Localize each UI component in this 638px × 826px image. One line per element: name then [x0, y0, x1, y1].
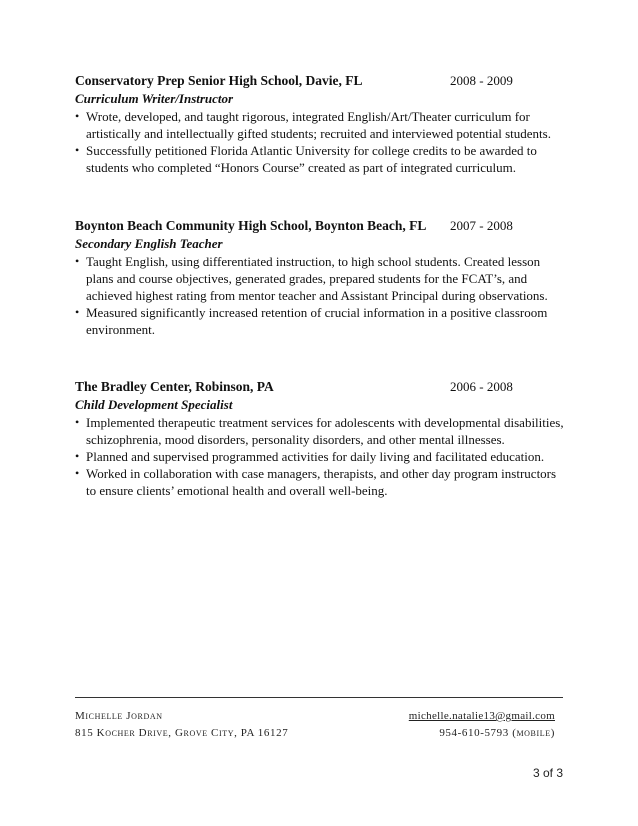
bullet-icon: • [75, 466, 80, 480]
job-bullets [75, 414, 565, 499]
bullet-icon: • [75, 449, 80, 463]
bullet-text: Wrote, developed, and taught rigorous, integrated English/Art/Theater curriculum for artistically and intellectually gifted students; recruited and interviewed potential students. [86, 109, 551, 141]
bullet-icon: • [75, 109, 80, 123]
footer-email-link[interactable]: michelle.natalie13@gmail.com [408, 710, 555, 722]
bullet-icon: • [75, 143, 80, 157]
job-bullets [75, 253, 565, 338]
job-organization: Conservatory Prep Senior High School, Davie, FL [75, 73, 363, 88]
job-dates: 2006 - 2008 [450, 379, 513, 394]
bullet-item [75, 465, 565, 499]
page-number: 3 of 3 [532, 766, 563, 780]
bullet-icon: • [75, 415, 80, 429]
footer-line-1 [75, 710, 555, 722]
bullet-text: Planned and supervised programmed activities for daily living and facilitated education. [86, 449, 545, 464]
job-title: Child Development Specialist [75, 397, 233, 412]
job-dates: 2008 - 2009 [450, 73, 513, 88]
bullet-icon: • [75, 305, 80, 319]
job-organization: Boynton Beach Community High School, Boynton Beach, FL [75, 218, 427, 233]
bullet-icon: • [75, 254, 80, 268]
job-bullets [75, 108, 565, 176]
job-entry [75, 378, 565, 499]
footer-phone: 954-610-5793 (mobile) [439, 727, 555, 739]
bullet-item [75, 448, 565, 465]
job-title: Curriculum Writer/Instructor [75, 91, 234, 106]
bullet-item [75, 414, 565, 448]
footer-name: Michelle Jordan [75, 710, 163, 722]
bullet-item [75, 142, 565, 176]
footer-divider [75, 697, 563, 698]
bullet-text: Taught English, using differentiated instruction, to high school students. Created lesson plans and course objectives, generated grades, prepared students for the FCAT’s, and achieved highest rating from mentor teacher and Assistant Principal during observations. [86, 254, 548, 303]
job-entry [75, 217, 565, 338]
bullet-item [75, 108, 565, 142]
bullet-text: Worked in collaboration with case managers, therapists, and other day program instructors to ensure clients’ emotional health and overall well-being. [86, 466, 557, 498]
footer-line-2 [75, 727, 555, 739]
bullet-text: Implemented therapeutic treatment services for adolescents with developmental disabilities, schizophrenia, mood disorders, personality disorders, and other mental illnesses. [86, 415, 564, 447]
bullet-item [75, 253, 565, 304]
bullet-text: Measured significantly increased retention of crucial information in a positive classroom environment. [86, 305, 548, 337]
job-organization: The Bradley Center, Robinson, PA [75, 379, 274, 394]
job-header [75, 217, 565, 235]
job-entry [75, 72, 565, 176]
job-title: Secondary English Teacher [75, 236, 223, 251]
job-header [75, 378, 565, 396]
job-dates: 2007 - 2008 [450, 218, 513, 233]
bullet-item [75, 304, 565, 338]
bullet-text: Successfully petitioned Florida Atlantic University for college credits to be awarded to students who completed “Honors Course” created as part of integrated curriculum. [86, 143, 537, 175]
footer-address: 815 Kocher Drive, Grove City, PA 16127 [75, 727, 289, 739]
job-header [75, 72, 565, 90]
